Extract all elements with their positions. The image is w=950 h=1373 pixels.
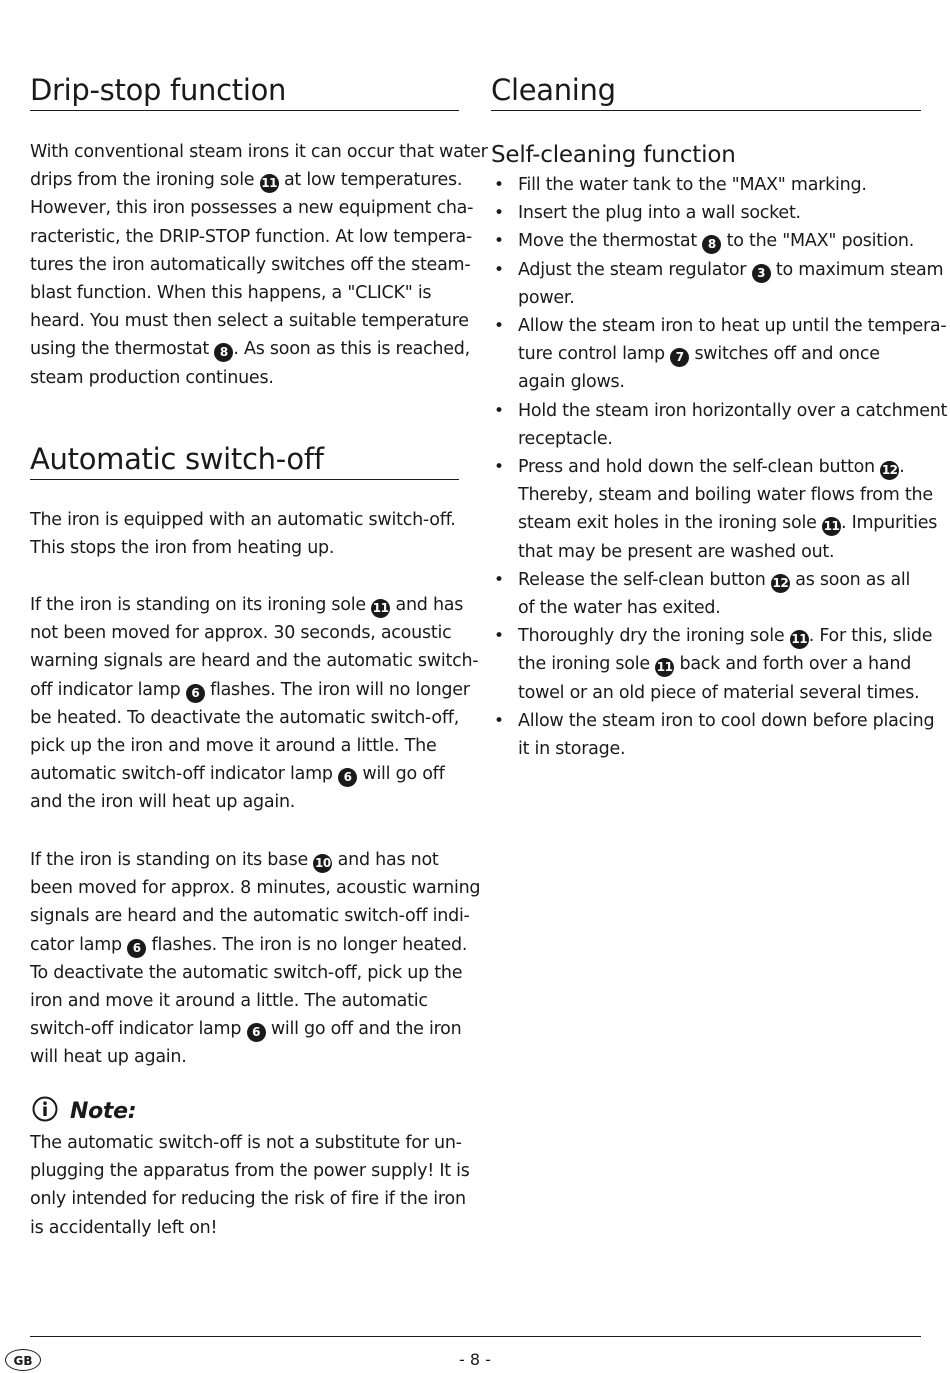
text-line: towel or an old piece of material several times.	[518, 682, 920, 703]
text-line: will heat up again.	[30, 1047, 187, 1068]
cleaning-step	[491, 453, 938, 566]
part-number-badge: 6	[247, 1023, 266, 1042]
text-line: heard. You must then select a suitable temperature	[30, 311, 469, 332]
info-icon	[32, 1096, 58, 1122]
text-line: power.	[518, 287, 575, 308]
part-number-badge: 11	[822, 517, 841, 536]
part-number-badge: 3	[752, 264, 771, 283]
text-line: using the thermostat 8 . As soon as this is reached,	[30, 335, 459, 363]
note-text	[30, 1129, 470, 1242]
text-line: • Thoroughly dry the ironing sole 11. For this, slide	[518, 622, 921, 650]
text-line: The automatic switch-off is not a substitute for un-	[30, 1133, 462, 1153]
self-cleaning-subheading: Self-cleaning function	[491, 142, 736, 168]
part-number-badge: 8	[214, 343, 233, 362]
cleaning-step	[491, 256, 944, 312]
part-number-badge: 11	[260, 174, 279, 193]
part-number-badge: 10	[313, 854, 332, 873]
text-line: • Allow the steam iron to heat up until the tempera-	[518, 316, 947, 337]
text-line: drips from the ironing sole 11 at low temperatures.	[30, 166, 459, 194]
cleaning-step	[491, 171, 921, 199]
text-line: • Move the thermostat 8 to the "MAX" position.	[518, 227, 921, 255]
auto-switch-off-base-paragraph	[30, 846, 481, 1072]
part-number-badge: 11	[790, 630, 809, 649]
text-line: • Press and hold down the self-clean button 12.	[518, 453, 921, 481]
auto-switch-off-heading: Automatic switch-off	[30, 441, 459, 480]
cleaning-step	[491, 707, 935, 763]
text-line: blast function. When this happens, a "CLICK" is	[30, 283, 432, 304]
text-line: ture control lamp 7 switches off and once	[518, 340, 921, 368]
note-label: Note:	[70, 1099, 137, 1124]
footer-divider	[30, 1336, 921, 1337]
text-line: However, this iron possesses a new equipment cha-	[30, 198, 474, 219]
part-number-badge: 6	[338, 768, 357, 787]
text-line: off indicator lamp 6 flashes. The iron will no longer	[30, 676, 459, 704]
page-number: - 8 -	[459, 1350, 491, 1369]
text-line: signals are heard and the automatic switch-off indi-	[30, 906, 470, 927]
text-line: be heated. To deactivate the automatic switch-off,	[30, 707, 460, 728]
cleaning-step	[491, 566, 921, 622]
text-line: it in storage.	[518, 739, 626, 760]
cleaning-step	[491, 622, 933, 707]
cleaning-heading: Cleaning	[491, 72, 921, 111]
text-line: switch-off indicator lamp 6 will go off and the iron	[30, 1015, 459, 1043]
text-line: warning signals are heard and the automatic switch-	[30, 651, 479, 672]
text-line: To deactivate the automatic switch-off, pick up the	[30, 962, 463, 983]
part-number-badge: 6	[127, 939, 146, 958]
text-line: tures the iron automatically switches off the steam-	[30, 254, 471, 275]
country-badge: GB	[5, 1349, 41, 1371]
auto-switch-off-intro	[30, 506, 459, 562]
text-line: steam exit holes in the ironing sole 11. Impurities	[518, 509, 921, 537]
part-number-badge: 11	[655, 658, 674, 677]
text-line: Thereby, steam and boiling water flows from the	[518, 485, 933, 506]
text-line: is accidentally left on!	[30, 1217, 218, 1238]
text-line: • Release the self-clean button 12 as soon as all	[518, 566, 921, 594]
drip-stop-paragraph	[30, 138, 488, 392]
cleaning-step	[491, 312, 947, 397]
text-line: This stops the iron from heating up.	[30, 538, 335, 559]
text-line: receptacle.	[518, 428, 613, 449]
text-line: only intended for reducing the risk of fire if the iron	[30, 1189, 466, 1210]
part-number-badge: 11	[371, 599, 390, 618]
text-line: • Fill the water tank to the "MAX" marking.	[518, 175, 867, 195]
auto-switch-off-sole-paragraph	[30, 591, 479, 817]
cleaning-step	[491, 227, 921, 255]
text-line: The iron is equipped with an automatic switch-off.	[30, 510, 456, 530]
text-line: automatic switch-off indicator lamp 6 will go off	[30, 760, 459, 788]
cleaning-step	[491, 199, 921, 227]
text-line: and the iron will heat up again.	[30, 792, 296, 813]
text-line: not been moved for approx. 30 seconds, acoustic	[30, 623, 452, 644]
text-line: • Adjust the steam regulator 3 to maximum steam	[518, 256, 921, 284]
text-line: cator lamp 6 flashes. The iron is no longer heated.	[30, 931, 459, 959]
text-line: • Insert the plug into a wall socket.	[518, 203, 801, 224]
part-number-badge: 12	[880, 461, 899, 480]
text-line: that may be present are washed out.	[518, 541, 835, 562]
text-line: pick up the iron and move it around a little. The	[30, 736, 437, 757]
cleaning-step	[491, 397, 948, 453]
text-line: iron and move it around a little. The automatic	[30, 991, 428, 1012]
text-line: of the water has exited.	[518, 598, 721, 619]
text-line: If the iron is standing on its ironing sole 11 and has	[30, 591, 459, 619]
part-number-badge: 8	[702, 235, 721, 254]
text-line: • Allow the steam iron to cool down before placing	[518, 710, 935, 731]
text-line: steam production continues.	[30, 367, 274, 388]
text-line: • Hold the steam iron horizontally over a catchment	[518, 400, 948, 421]
text-line: If the iron is standing on its base 10 and has not	[30, 846, 459, 874]
text-line: racteristic, the DRIP-STOP function. At low tempera-	[30, 226, 472, 247]
part-number-badge: 7	[670, 348, 689, 367]
cleaning-steps-list	[491, 171, 948, 763]
drip-stop-heading: Drip-stop function	[30, 72, 459, 111]
text-line: been moved for approx. 8 minutes, acoustic warning	[30, 878, 481, 899]
text-line: the ironing sole 11 back and forth over a hand	[518, 650, 921, 678]
text-line: plugging the apparatus from the power supply! It is	[30, 1161, 470, 1182]
text-line: With conventional steam irons it can occur that water	[30, 142, 488, 162]
part-number-badge: 6	[186, 684, 205, 703]
text-line: again glows.	[518, 372, 625, 393]
part-number-badge: 12	[771, 574, 790, 593]
